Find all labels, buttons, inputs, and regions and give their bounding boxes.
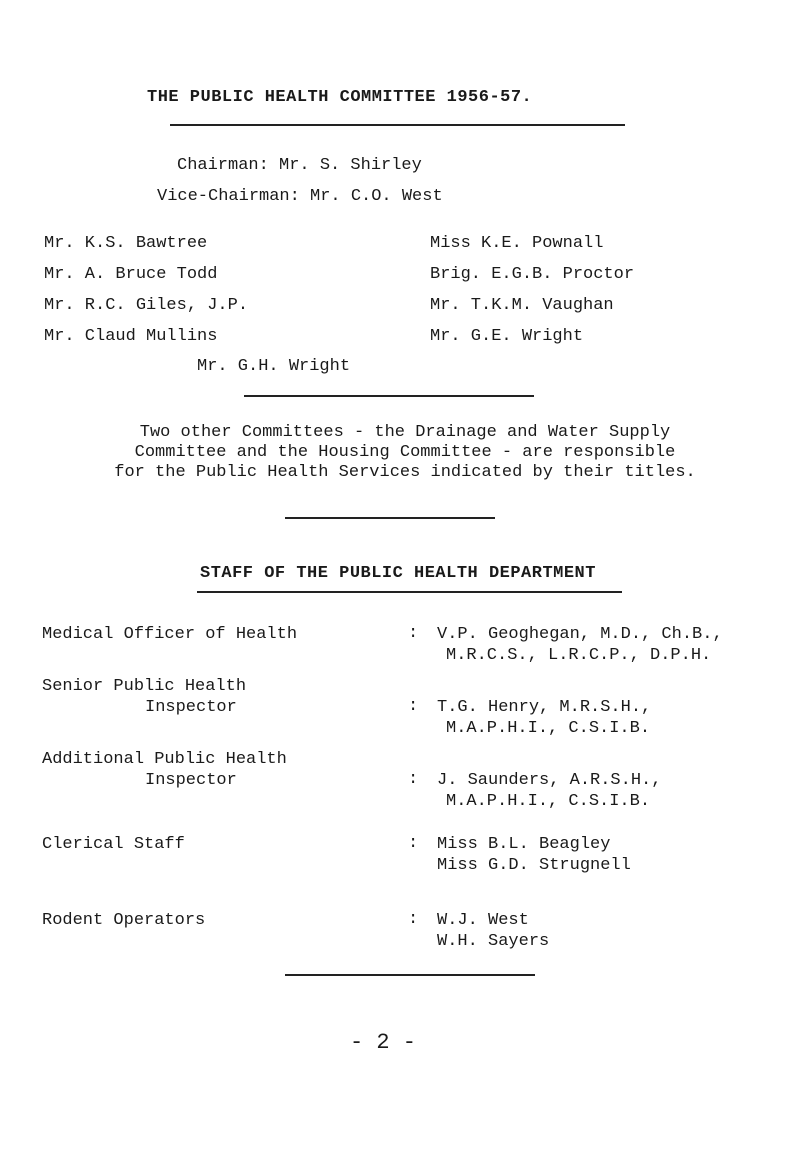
staff-name: V.P. Geoghegan, M.D., Ch.B., (437, 625, 723, 644)
member-right: Brig. E.G.B. Proctor (430, 265, 635, 284)
staff-name: Miss G.D. Strugnell (437, 856, 631, 875)
staff-role: Clerical Staff (42, 835, 185, 854)
staff-role: Additional Public Health (42, 750, 287, 769)
divider (285, 517, 495, 519)
staff-role: Inspector (145, 771, 237, 790)
page-title: THE PUBLIC HEALTH COMMITTEE 1956-57. (147, 88, 533, 107)
paragraph-line: Committee and the Housing Committee - are responsible (134, 443, 676, 462)
member-right: Mr. T.K.M. Vaughan (430, 296, 614, 315)
staff-colon: : (408, 834, 419, 853)
staff-colon: : (408, 697, 419, 716)
staff-name: M.A.P.H.I., C.S.I.B. (446, 719, 651, 738)
staff-name: W.J. West (437, 911, 529, 930)
member-right: Miss K.E. Pownall (430, 234, 604, 253)
staff-colon: : (408, 624, 419, 643)
member-left: Mr. R.C. Giles, J.P. (44, 296, 249, 315)
staff-role: Rodent Operators (42, 911, 206, 930)
divider (244, 395, 534, 397)
chairman-line: Chairman: Mr. S. Shirley (177, 156, 422, 175)
staff-name: W.H. Sayers (437, 932, 550, 951)
divider (197, 591, 622, 593)
staff-role: Inspector (145, 698, 237, 717)
staff-name: M.R.C.S., L.R.C.P., D.P.H. (446, 646, 712, 665)
member-left: Mr. K.S. Bawtree (44, 234, 208, 253)
staff-name: Miss B.L. Beagley (437, 835, 611, 854)
vice-chairman-line: Vice-Chairman: Mr. C.O. West (157, 187, 443, 206)
divider (170, 124, 625, 126)
member-left: Mr. Claud Mullins (44, 327, 218, 346)
staff-heading: STAFF OF THE PUBLIC HEALTH DEPARTMENT (200, 564, 596, 583)
staff-role: Senior Public Health (42, 677, 247, 696)
page-number: - 2 - (350, 1030, 417, 1055)
staff-name: J. Saunders, A.R.S.H., (437, 771, 662, 790)
paragraph-line: for the Public Health Services indicated by their titles. (114, 463, 696, 482)
staff-name: T.G. Henry, M.R.S.H., (437, 698, 652, 717)
member-left: Mr. A. Bruce Todd (44, 265, 218, 284)
staff-colon: : (408, 910, 419, 929)
staff-role: Medical Officer of Health (42, 625, 298, 644)
divider (285, 974, 535, 976)
paragraph-line: Two other Committees - the Drainage and Water Supply (139, 423, 671, 442)
member-last: Mr. G.H. Wright (197, 357, 351, 376)
member-right: Mr. G.E. Wright (430, 327, 584, 346)
staff-name: M.A.P.H.I., C.S.I.B. (446, 792, 651, 811)
staff-colon: : (408, 770, 419, 789)
